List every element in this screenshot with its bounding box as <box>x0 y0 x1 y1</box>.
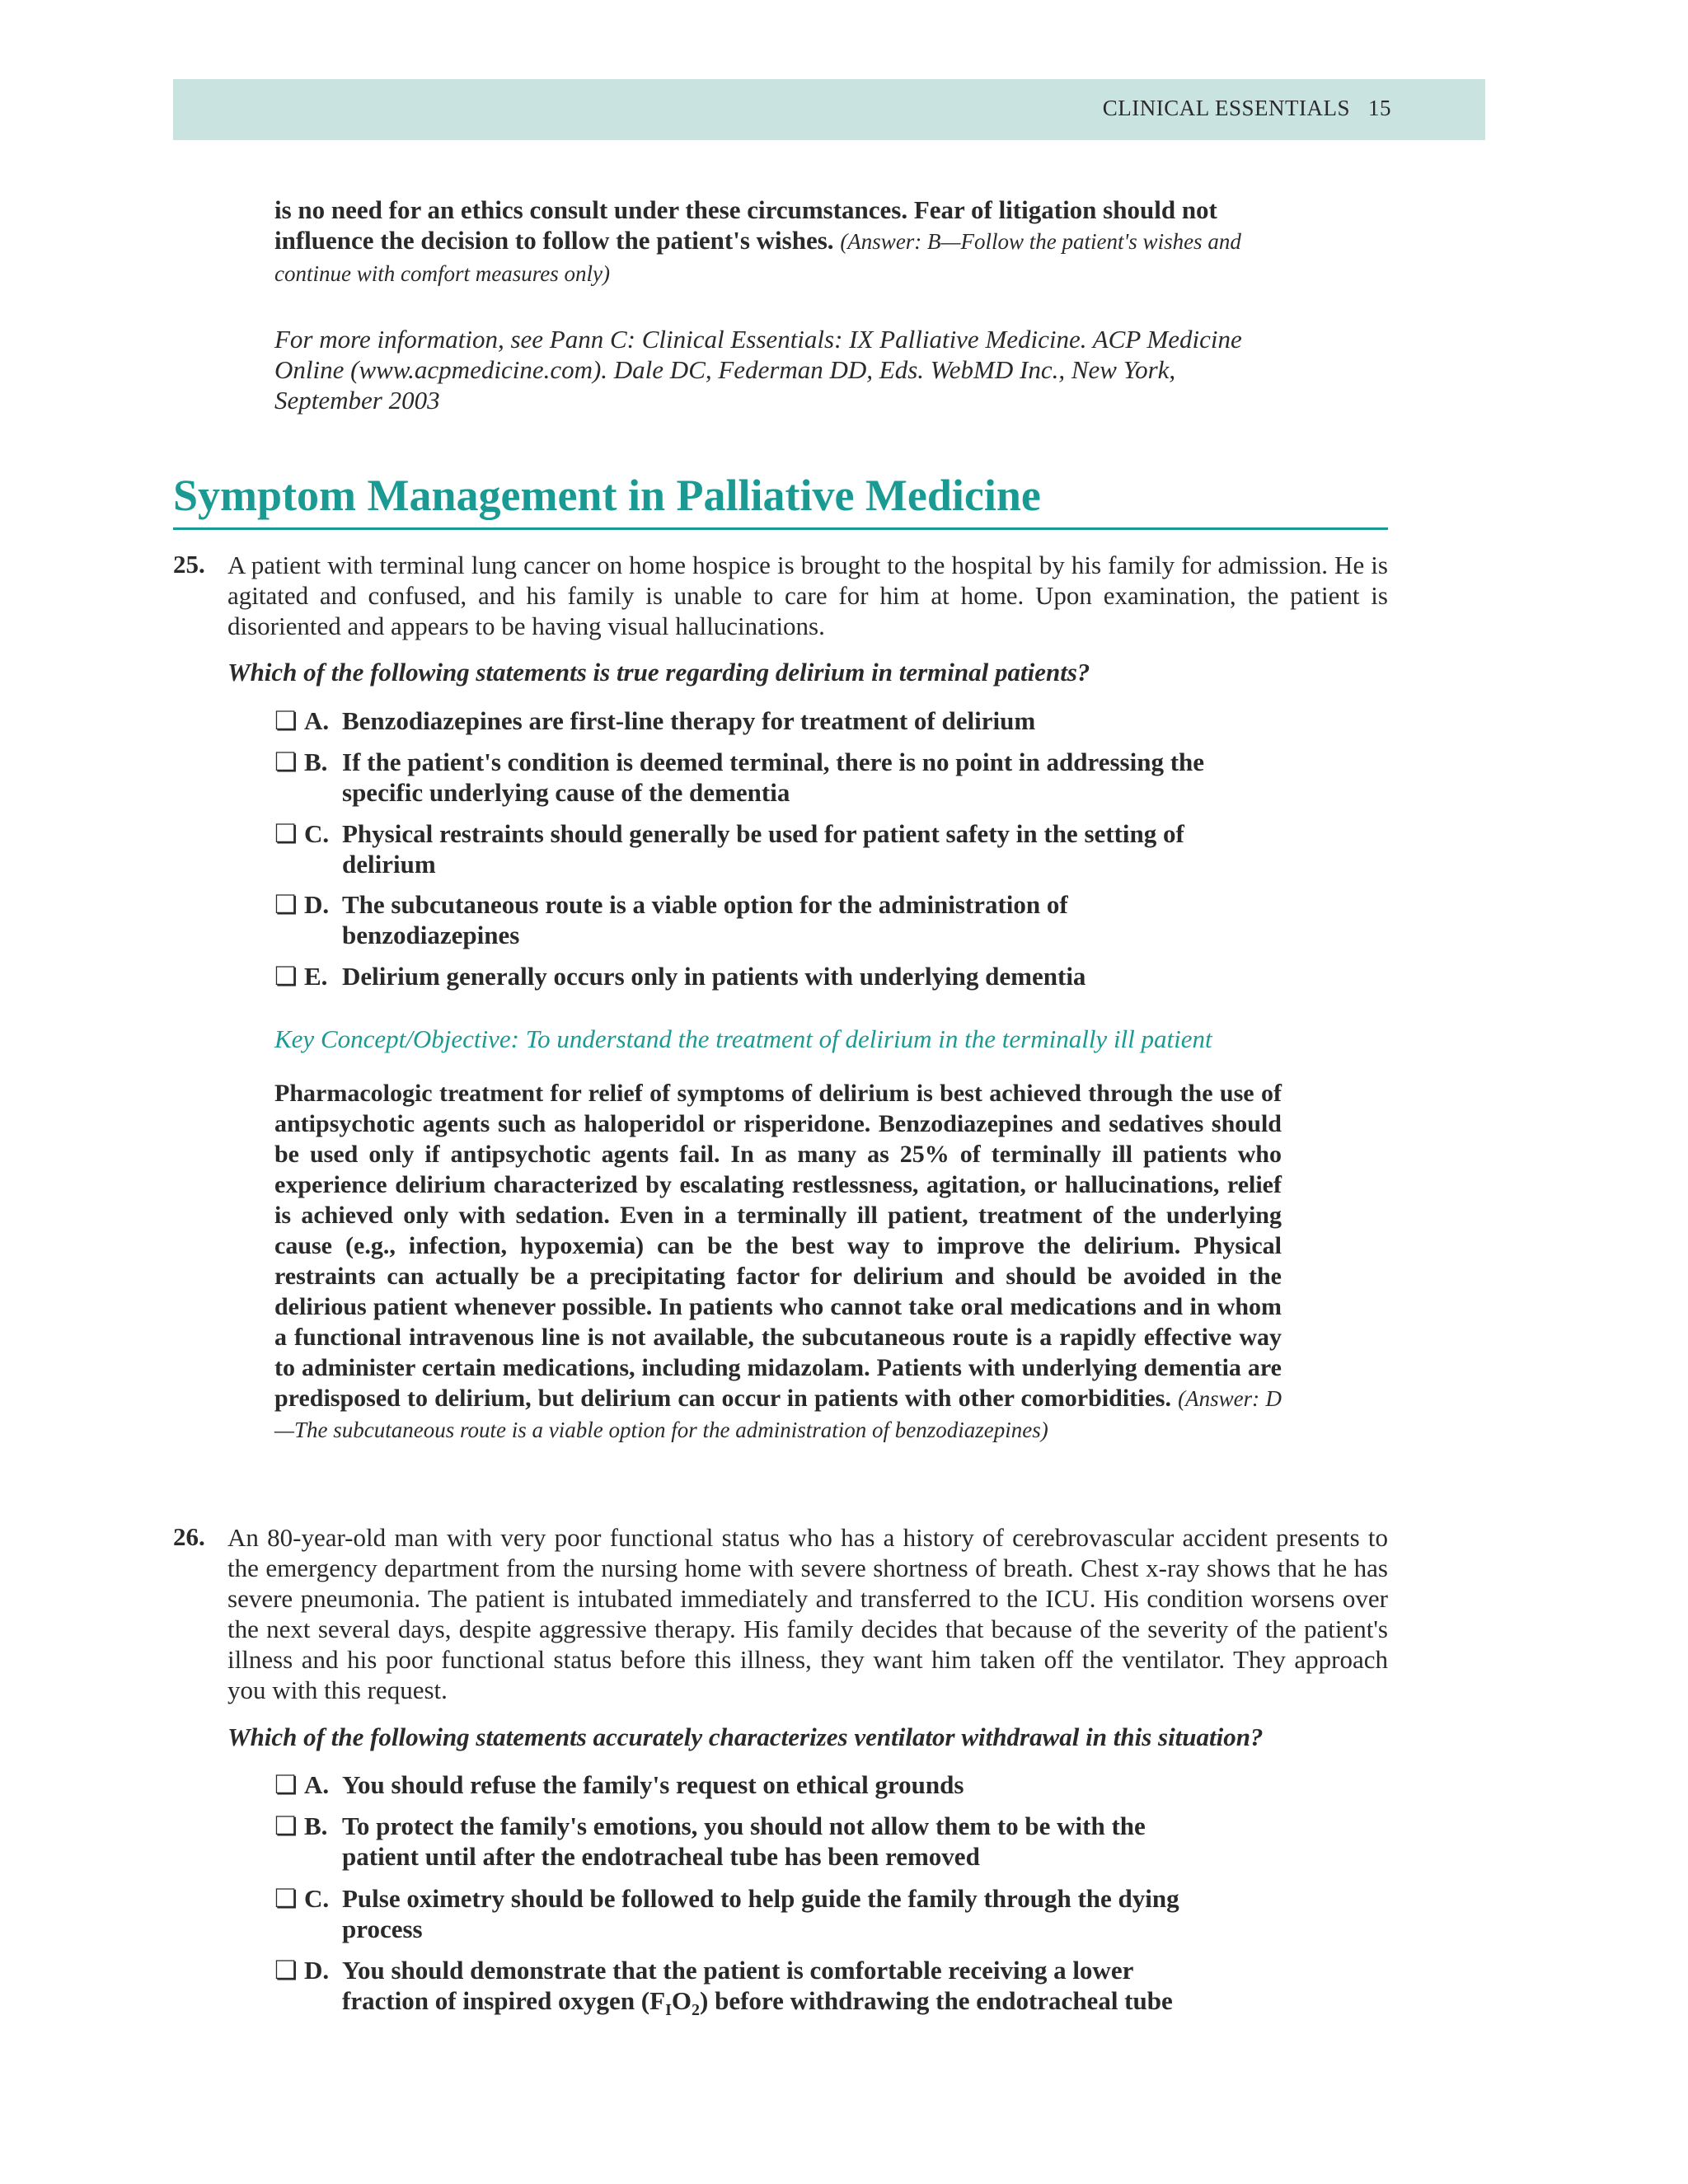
question-prompt: Which of the following statements is true regarding delirium in terminal patients? <box>227 658 1090 687</box>
explanation-paragraph <box>274 1078 1282 1446</box>
answer-option <box>274 1883 1222 1944</box>
option-text: You should refuse the family's request on ethical grounds <box>342 1770 964 1799</box>
option-text-part: ) before withdrawing the endotracheal tube <box>700 1986 1173 2015</box>
explanation-answer: (Answer: D—The subcutaneous route is a viable option for the administration of benzodiazepines) <box>274 1386 1282 1442</box>
checkbox-icon: ❏ <box>274 1956 298 1985</box>
answer-option <box>274 961 1222 991</box>
question-stem: A patient with terminal lung cancer on home hospice is brought to the hospital by his family for admission. He is agitated and confused, and his family is unable to care for him at home. Upon examination, the patient is disoriented and appears to be having visual hallucinations. <box>227 551 1388 640</box>
option-letter: D. <box>304 1956 330 1985</box>
carryover-answer: (Answer: B—Follow the patient's wishes and continue with comfort measures only) <box>274 229 1241 286</box>
page-number: 15 <box>1368 96 1391 120</box>
option-text <box>342 1955 1222 2026</box>
option-letter: A. <box>304 706 330 735</box>
option-text: If the patient's condition is deemed terminal, there is no point in addressing the specific underlying cause of the dementia <box>342 748 1205 807</box>
option-text: Physical restraints should generally be used for patient safety in the setting of delirium <box>342 819 1184 879</box>
question-number: 26. <box>173 1522 205 1551</box>
answer-option <box>274 705 1222 736</box>
option-letter: A. <box>304 1770 330 1799</box>
option-text: Delirium generally occurs only in patients with underlying dementia <box>342 962 1086 991</box>
option-text: To protect the family's emotions, you should not allow them to be with the patient until after the endotracheal tube has been removed <box>342 1811 1146 1871</box>
checkbox-icon: ❏ <box>274 962 298 991</box>
option-text: The subcutaneous route is a viable option for the administration of benzodiazepines <box>342 890 1068 949</box>
option-letter: C. <box>304 819 330 848</box>
key-concept: Key Concept/Objective: To understand the treatment of delirium in the terminally ill patient <box>274 1024 1212 1053</box>
header-text <box>1103 96 1391 121</box>
running-title: CLINICAL ESSENTIALS <box>1102 96 1350 120</box>
option-letter: C. <box>304 1884 330 1913</box>
option-letter: E. <box>304 962 328 991</box>
option-letter: B. <box>304 748 328 776</box>
question-stem: An 80-year-old man with very poor functional status who has a history of cerebrovascular accident presents to the emergency department from the nursing home with severe shortness of breath. Chest x-ray shows that he has severe pneumonia. The patient is intubated immediately and transferred to the ICU. His condition worsens over the next several days, despite aggressive therapy. His family decides that because of the severity of the patient's illness and his poor functional status before this illness, they want him taken off the ventilator. They approach you with this request. <box>227 1523 1388 1704</box>
answer-option <box>274 818 1222 879</box>
carryover-text: is no need for an ethics consult under these circumstances. Fear of litigation should not influence the decision to follow the patient's wishes. <box>274 195 1217 255</box>
running-header <box>173 79 1485 140</box>
subscript-2: 2 <box>692 2001 700 2020</box>
oxygen-symbol: O <box>671 1986 692 2015</box>
subscript-i: I <box>665 2001 672 2020</box>
option-letter: B. <box>304 1811 328 1840</box>
answer-option <box>274 1811 1222 1872</box>
checkbox-icon: ❏ <box>274 890 298 919</box>
question-prompt: Which of the following statements accurately characterizes ventilator withdrawal in this situation? <box>227 1722 1264 1751</box>
answer-option <box>274 1769 1222 1800</box>
answer-option <box>274 747 1222 808</box>
answer-option <box>274 889 1222 950</box>
carryover-paragraph <box>274 194 1282 289</box>
checkbox-icon: ❏ <box>274 819 298 848</box>
question-number: 25. <box>173 550 205 579</box>
answer-option <box>274 1955 1222 2026</box>
checkbox-icon: ❏ <box>274 1884 298 1913</box>
option-letter: D. <box>304 890 330 919</box>
checkbox-icon: ❏ <box>274 706 298 735</box>
checkbox-icon: ❏ <box>274 748 298 776</box>
option-text: Benzodiazepines are first-line therapy for treatment of delirium <box>342 706 1036 735</box>
option-text-part: You should demonstrate that the patient is comfortable receiving a lower fraction of inspired oxygen (F <box>342 1956 1133 2015</box>
option-text: Pulse oximetry should be followed to help guide the family through the dying process <box>342 1884 1179 1943</box>
checkbox-icon: ❏ <box>274 1770 298 1799</box>
explanation-text: Pharmacologic treatment for relief of symptoms of delirium is best achieved through the use of antipsychotic agents such as haloperidol or risperidone. Benzodiazepines and sedatives should be used only if antipsychotic agents fail. In as many as 25% of terminally ill patients who experience delirium characterized by escalating restlessness, agitation, or hallucinations, relief is achieved only with sedation. Even in a terminally ill patient, treatment of the underlying cause (e.g., infection, hypoxemia) can be the best way to improve the delirium. Physical restraints can actually be a precipitating factor for delirium and should be avoided in the delirious patient whenever possible. In patients who cannot take oral medications and in whom a functional intravenous line is not available, the subcutaneous route is a rapidly effective way to administer certain medications, including midazolam. Patients with underlying dementia are predisposed to delirium, but delirium can occur in patients with other comorbidities. <box>274 1080 1282 1412</box>
section-title: Symptom Management in Palliative Medicine <box>173 468 1388 530</box>
reference-note: For more information, see Pann C: Clinical Essentials: IX Palliative Medicine. ACP Medicine Online (www.acpmedicine.com). Dale DC, Federman DD, Eds. WebMD Inc., New York, September 2003 <box>274 325 1242 415</box>
checkbox-icon: ❏ <box>274 1811 298 1840</box>
